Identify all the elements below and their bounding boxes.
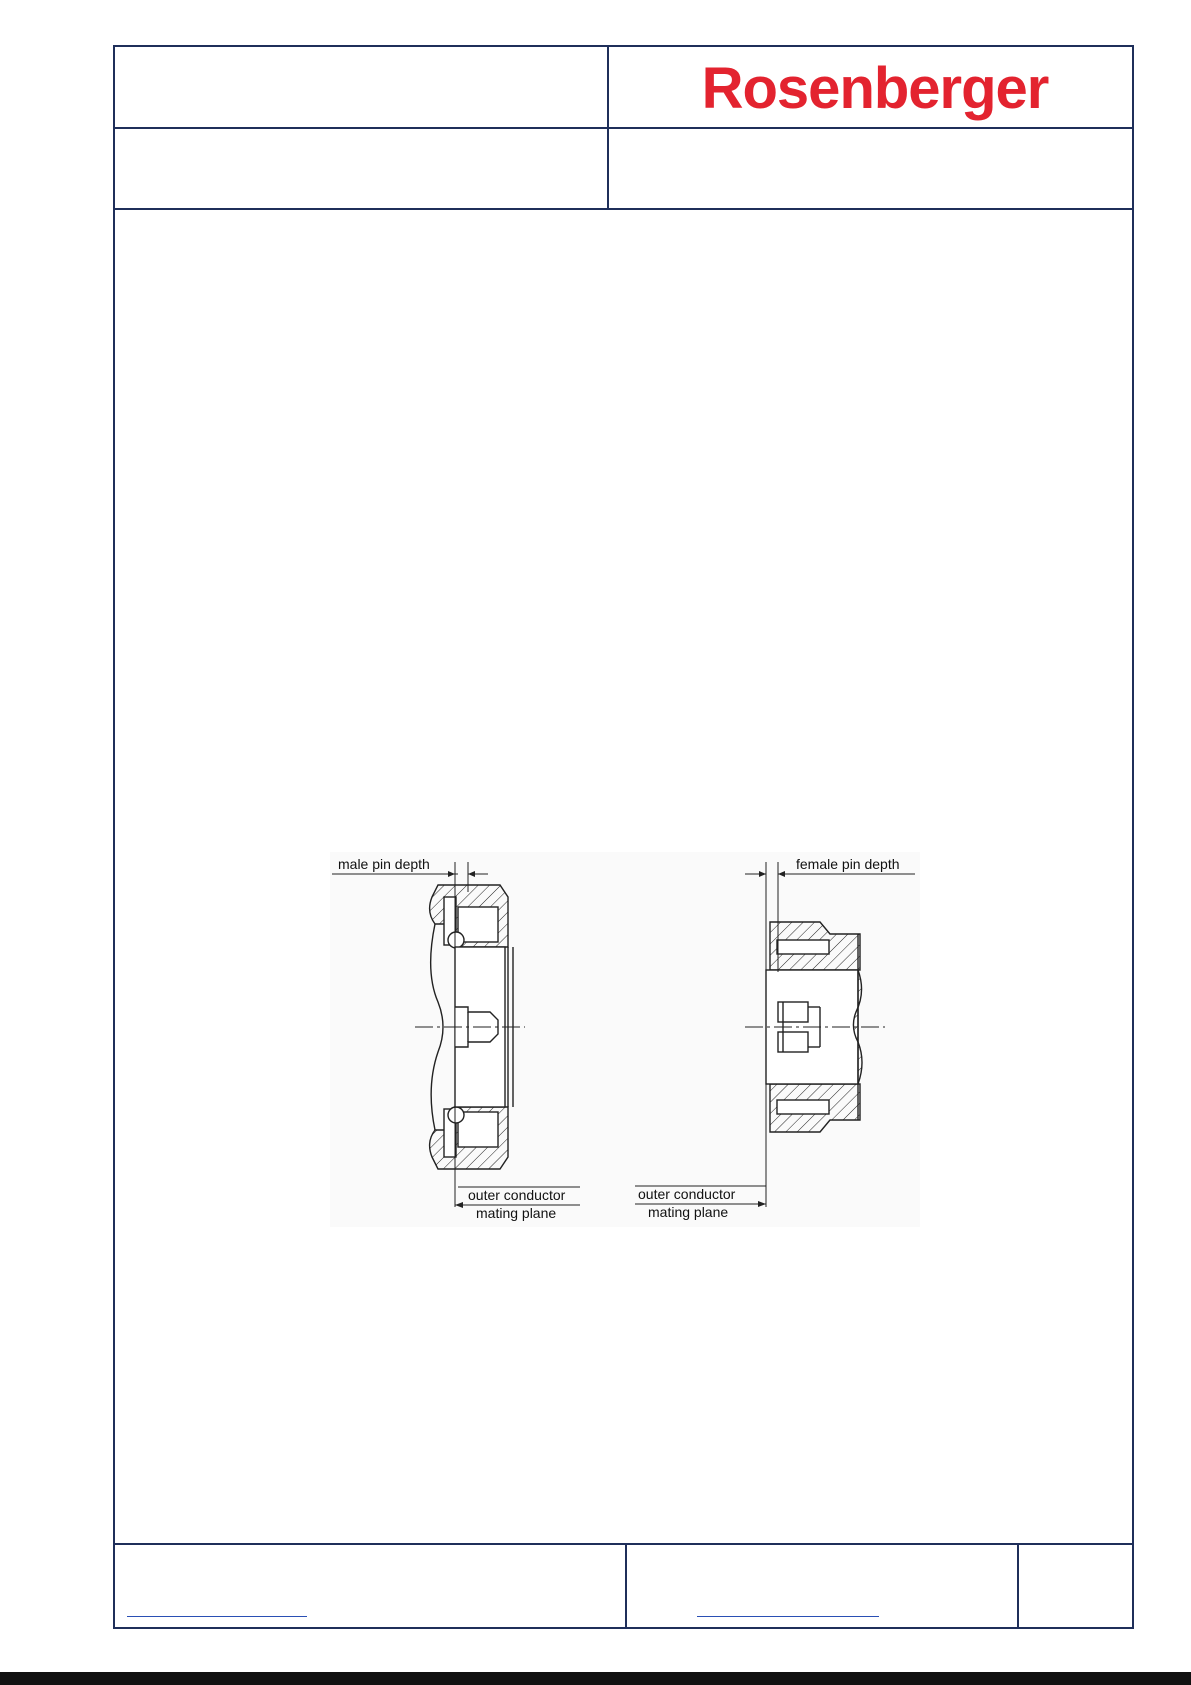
right-plane-label-line2: mating plane <box>648 1204 729 1220</box>
footer-column-divider-1 <box>625 1543 627 1629</box>
brand-logo: Rosenberger <box>701 56 1049 121</box>
header-column-divider <box>607 47 609 208</box>
footer-link-middle[interactable] <box>697 1616 879 1617</box>
female-pin-depth-label: female pin depth <box>796 856 900 872</box>
right-plane-label-line1: outer conductor <box>638 1186 736 1202</box>
page-bottom-edge <box>0 1672 1191 1685</box>
male-pin-depth-label: male pin depth <box>338 856 430 872</box>
left-plane-label-line2: mating plane <box>476 1205 557 1221</box>
footer-column-divider-2 <box>1017 1543 1019 1629</box>
left-plane-label-line1: outer conductor <box>468 1187 566 1203</box>
pin-depth-drawing <box>330 852 920 1227</box>
header-divider-1 <box>115 127 1132 129</box>
document-frame <box>113 45 1134 1629</box>
header-divider-2 <box>115 208 1132 210</box>
footer-divider <box>115 1543 1132 1545</box>
footer-link-left[interactable] <box>127 1616 307 1617</box>
